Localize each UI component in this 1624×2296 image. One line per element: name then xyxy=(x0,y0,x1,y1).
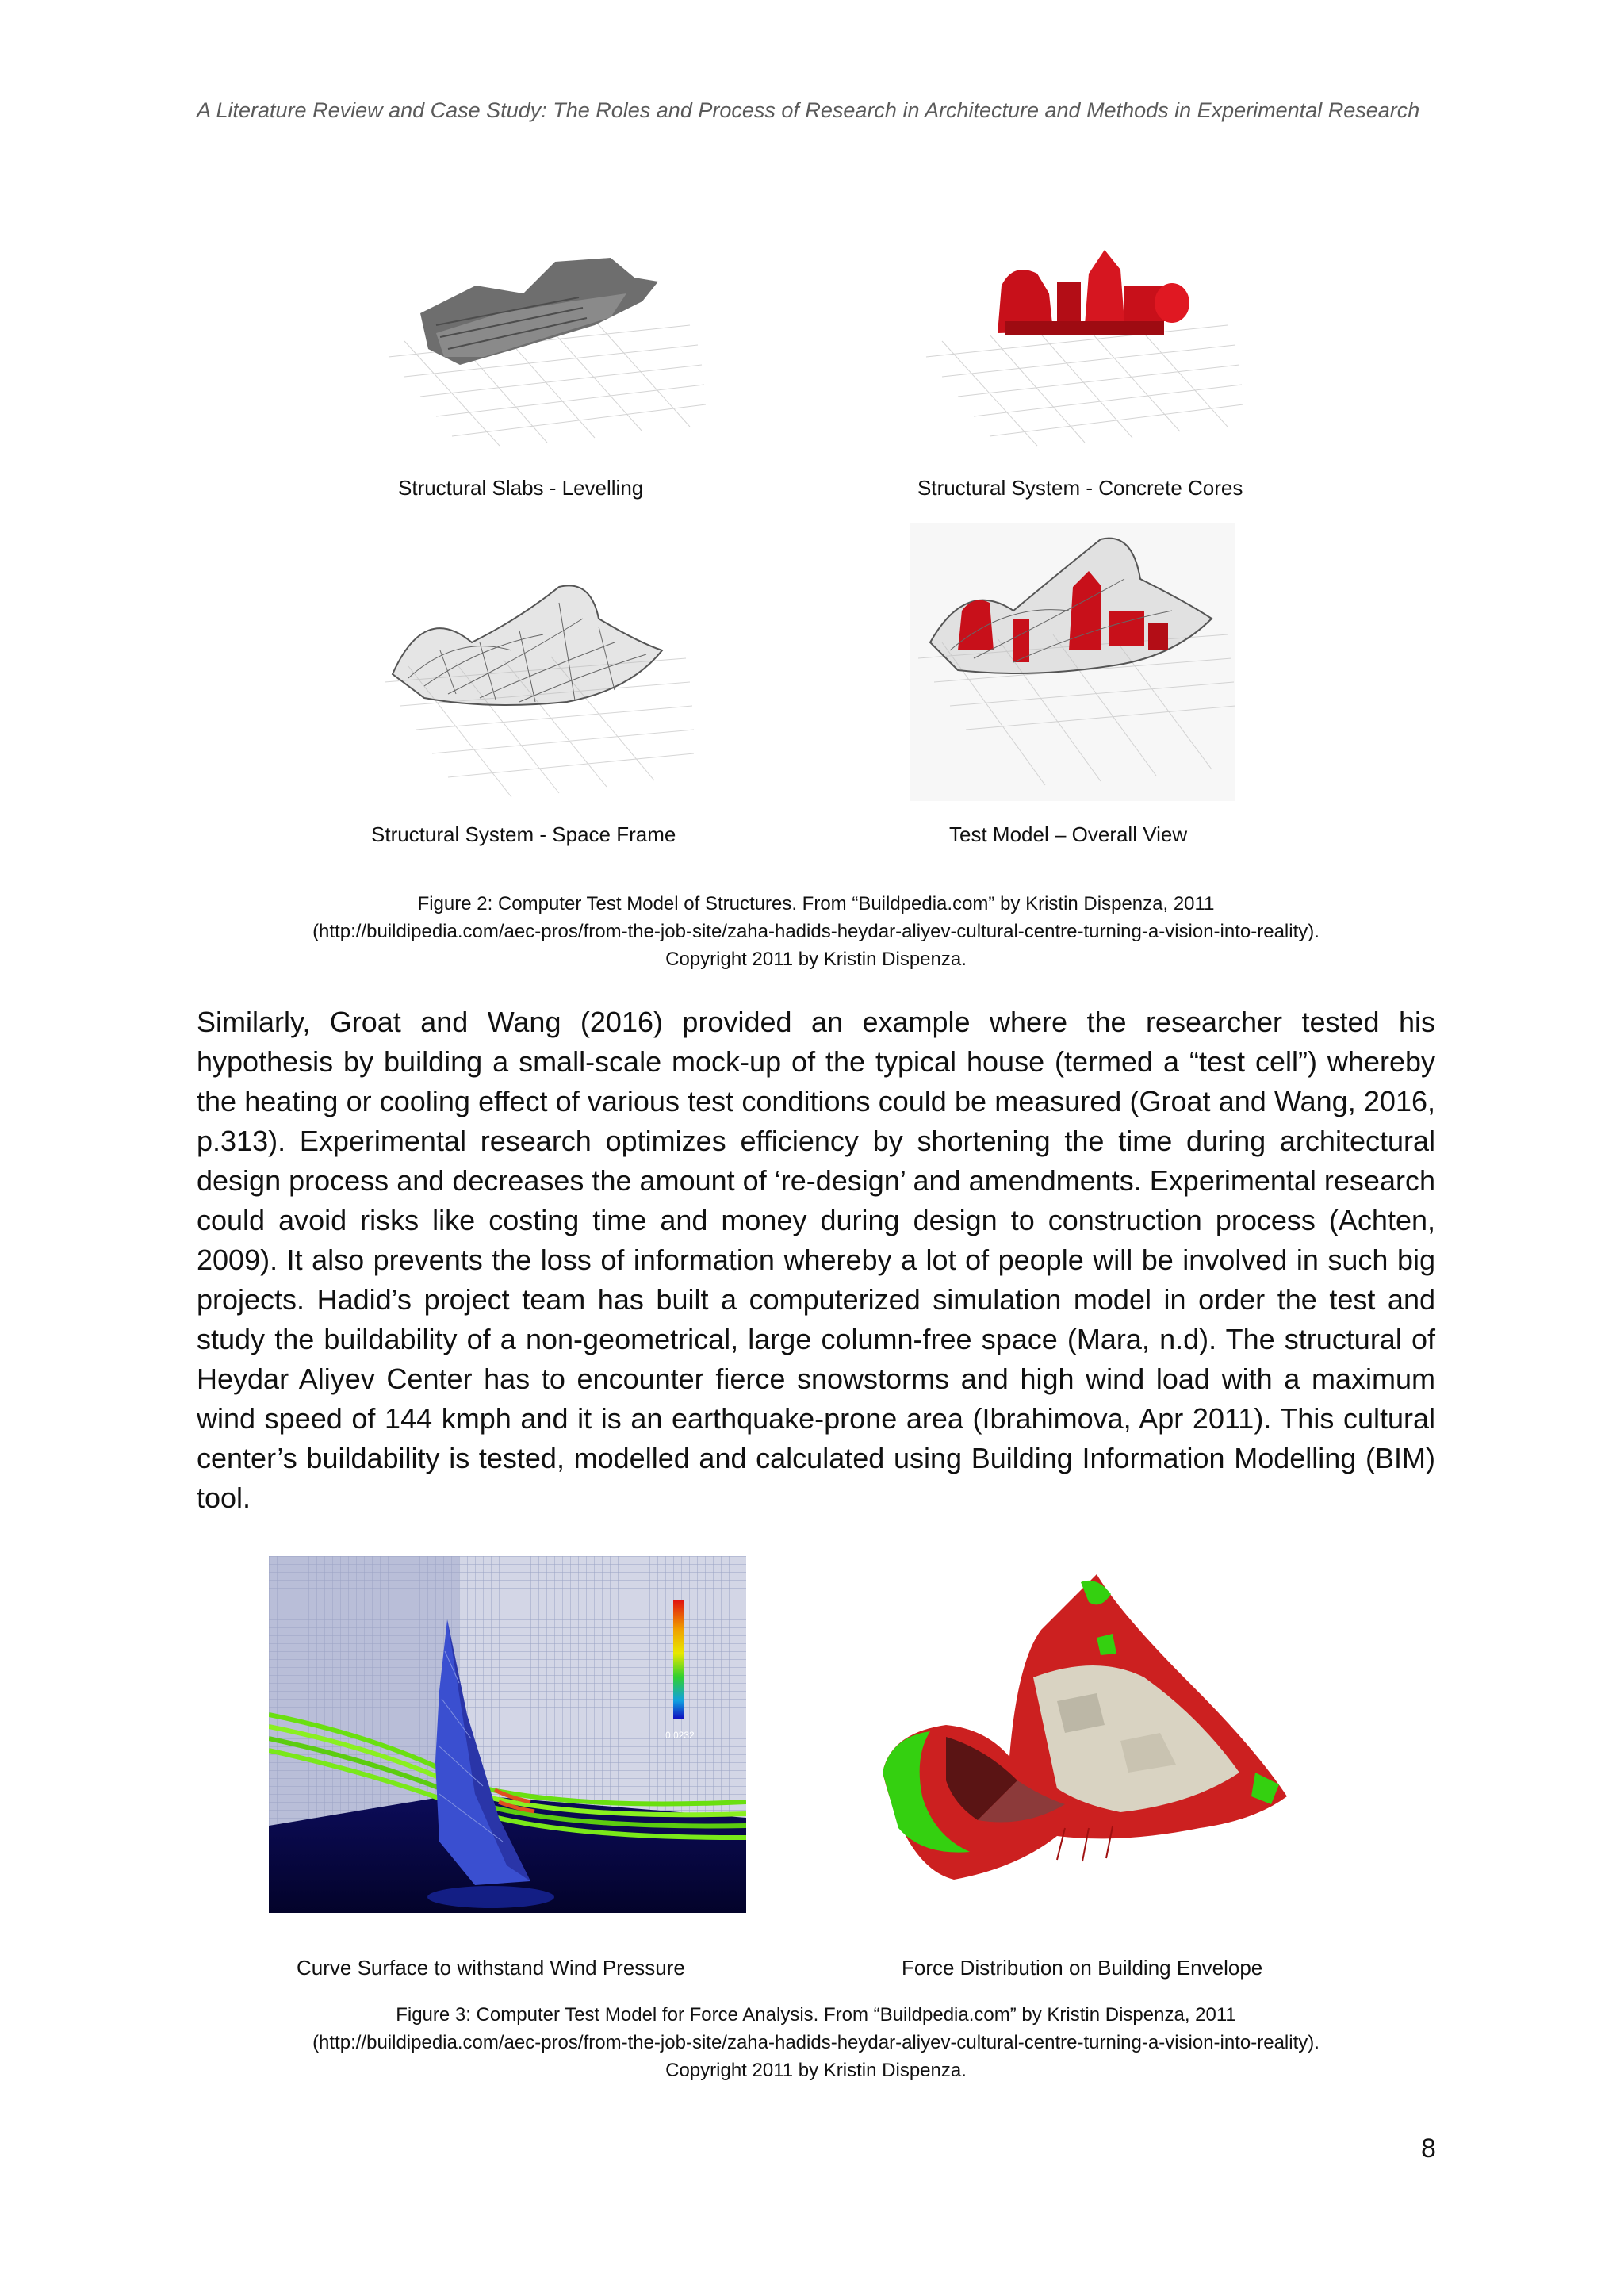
figure-2-caption xyxy=(197,890,1435,973)
space-frame-wireframe-image xyxy=(377,571,694,801)
grey-slabs-model-image xyxy=(373,238,706,452)
wind-pressure-simulation-image xyxy=(269,1556,746,1913)
force-distribution-envelope-image xyxy=(859,1566,1307,1895)
legend-value: 0.0232 xyxy=(665,1730,695,1741)
figure-2-caption-url: (http://buildipedia.com/aec-pros/from-the-job-site/zaha-hadids-heydar-aliyev-cultural-centre-turning-a-vision-into-reality). xyxy=(312,921,1320,942)
panel-label-slabs: Structural Slabs - Levelling xyxy=(398,476,644,500)
red-concrete-cores-model-image xyxy=(910,238,1243,452)
body-paragraph: Similarly, Groat and Wang (2016) provided an example where the researcher tested his hypothesis by building a small-scale mock-up of the typical house (termed a “test cell”) whereby the heating or cooling effect of various test conditions could be measured (Groat and Wang, 2016, p.313). Experimental research optimizes efficiency by shortening the time during architectural design process and decreases the amount of ‘re-design’ and amendments. Experimental research could avoid risks like costing time and money during design to construction process (Achten, 2009). It also prevents the loss of information whereby a lot of people will be involved in such big projects. Hadid’s project team has built a computerized simulation model in order the test and study the buildability of a non-geometrical, large column-free space (Mara, n.d). The structural of Heydar Aliyev Center has to encounter fierce snowstorms and high wind load with a maximum wind speed of 144 kmph and it is an earthquake-prone area (Ibrahimova, Apr 2011). This cultural center’s buildability is tested, modelled and calculated using Building Information Modelling (BIM) tool. xyxy=(197,1006,1435,1514)
figure-3-caption-line-1: Figure 3: Computer Test Model for Force Analysis. From “Buildpedia.com” by Kristin Dispenza, 2011 xyxy=(396,2004,1236,2026)
figure-2-caption-line-1: Figure 2: Computer Test Model of Structures. From “Buildpedia.com” by Kristin Dispenza, 2011 xyxy=(417,893,1215,914)
overall-test-model-image xyxy=(910,523,1235,801)
figure-3-caption xyxy=(197,2001,1435,2084)
page-number: 8 xyxy=(1421,2133,1436,2164)
panel-label-space-frame: Structural System - Space Frame xyxy=(371,822,676,846)
figure-3-caption-url: (http://buildipedia.com/aec-pros/from-the-job-site/zaha-hadids-heydar-aliyev-cultural-centre-turning-a-vision-into-reality). xyxy=(312,2032,1320,2053)
panel-label-force-distribution: Force Distribution on Building Envelope xyxy=(902,1956,1263,1980)
panel-label-wind-pressure: Curve Surface to withstand Wind Pressure xyxy=(297,1956,685,1980)
figure-2-caption-copyright: Copyright 2011 by Kristin Dispenza. xyxy=(665,949,967,970)
running-header: A Literature Review and Case Study: The Roles and Process of Research in Architecture and Methods in Experimental Research xyxy=(197,98,1420,122)
figure-3-caption-copyright: Copyright 2011 by Kristin Dispenza. xyxy=(665,2060,967,2081)
panel-label-concrete-cores: Structural System - Concrete Cores xyxy=(917,476,1243,500)
panel-label-overall-view: Test Model – Overall View xyxy=(949,822,1188,846)
